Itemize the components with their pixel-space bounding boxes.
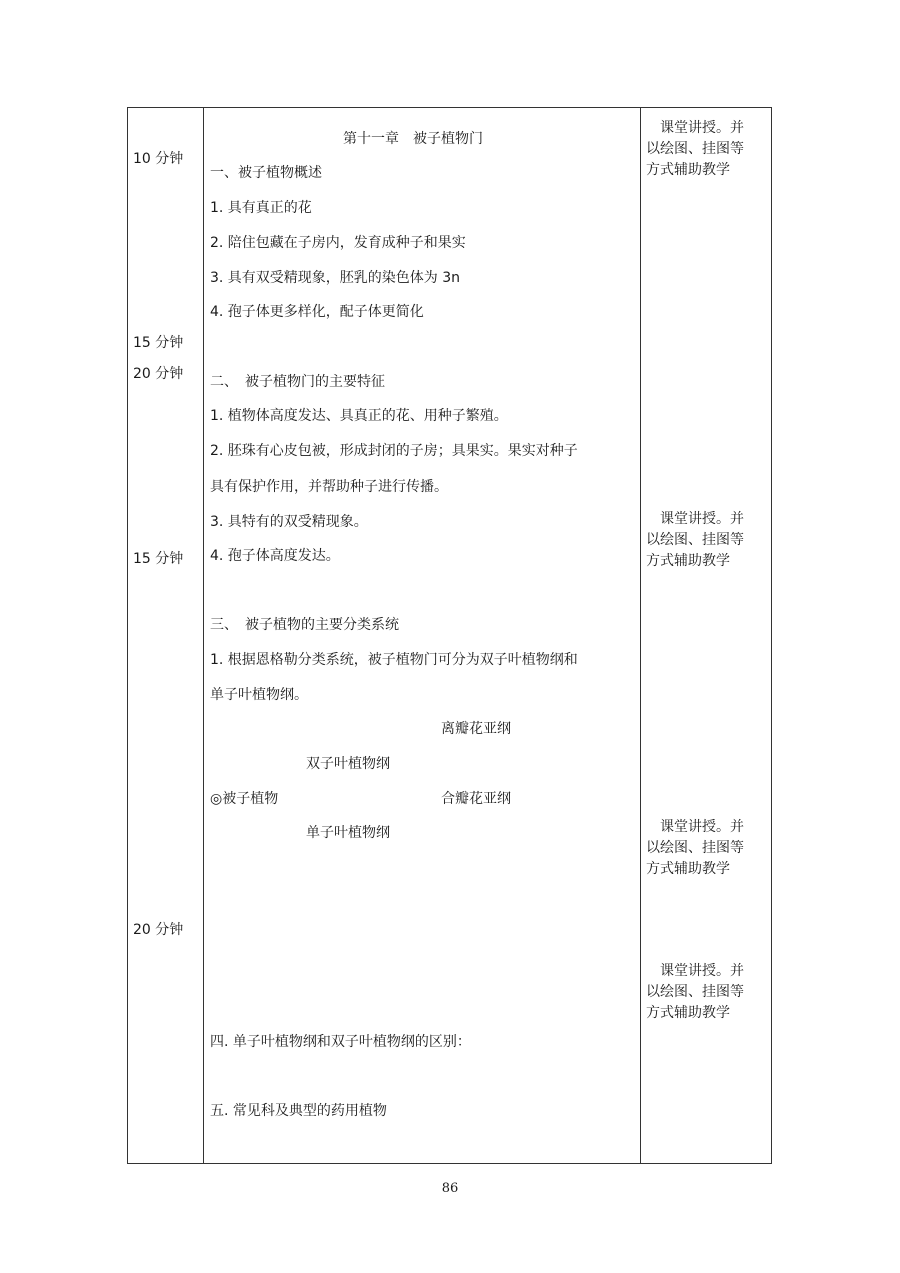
list-item: 1. 植物体高度发达、具真正的花、用种子繁殖。 [210,408,508,424]
list-item: 3. 具有双受精现象，胚乳的染色体为 3n [210,270,461,286]
list-item: 4. 孢子体更多样化，配子体更简化 [210,304,424,320]
diagram-subclass-label: 离瓣花亚纲 [441,721,511,737]
column-divider-method [640,108,641,1163]
teaching-method-note: 课堂讲授。并 以绘图、挂图等 方式辅助教学 [646,120,744,178]
time-label: 20 分钟 [133,366,184,382]
list-item: 2. 陪住包藏在子房内，发育成种子和果实 [210,235,466,251]
teaching-method-note: 课堂讲授。并 以绘图、挂图等 方式辅助教学 [646,511,744,569]
chapter-title: 第十一章 被子植物门 [343,131,483,147]
list-item: 1. 具有真正的花 [210,200,312,216]
time-label: 20 分钟 [133,922,184,938]
teaching-method-note: 课堂讲授。并 以绘图、挂图等 方式辅助教学 [646,963,744,1021]
diagram-class-label: 双子叶植物纲 [306,756,390,772]
list-item: 4. 孢子体高度发达。 [210,548,340,564]
diagram-class-label: 单子叶植物纲 [306,825,390,841]
lesson-table [127,107,772,1164]
section-heading: 四. 单子叶植物纲和双子叶植物纲的区别： [210,1034,471,1050]
diagram-subclass-label: 合瓣花亚纲 [441,791,511,807]
list-item: 单子叶植物纲。 [210,687,308,703]
list-item: 3. 具特有的双受精现象。 [210,514,368,530]
time-label: 10 分钟 [133,151,184,167]
column-divider-time [203,108,204,1163]
page-number: 86 [441,1181,459,1196]
diagram-root-label: ◎被子植物 [210,791,279,807]
list-item: 具有保护作用，并帮助种子进行传播。 [210,479,448,495]
section-heading: 五. 常见科及典型的药用植物 [210,1103,387,1119]
list-item: 2. 胚珠有心皮包被，形成封闭的子房；具果实。果实对种子 [210,443,578,459]
section-heading: 三、 被子植物的主要分类系统 [210,617,399,633]
section-heading: 一、被子植物概述 [210,165,322,181]
section-heading: 二、 被子植物门的主要特征 [210,374,385,390]
time-label: 15 分钟 [133,335,184,351]
teaching-method-note: 课堂讲授。并 以绘图、挂图等 方式辅助教学 [646,819,744,877]
list-item: 1. 根据恩格勒分类系统，被子植物门可分为双子叶植物纲和 [210,652,578,668]
time-label: 15 分钟 [133,551,184,567]
